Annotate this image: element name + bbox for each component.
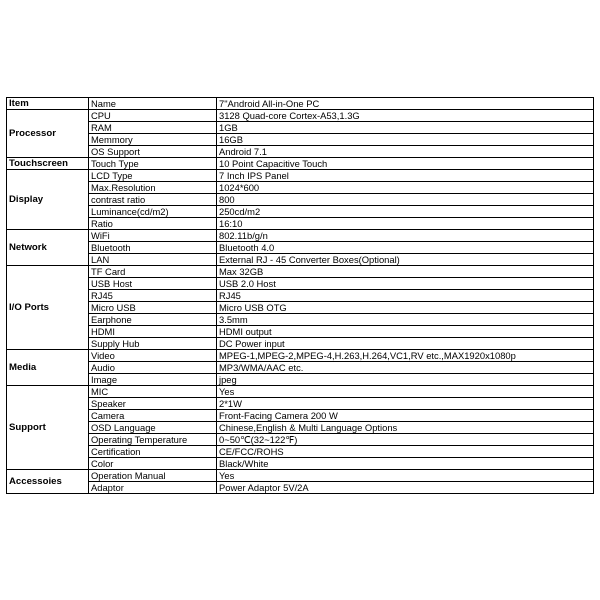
spec-value-cell: Front-Facing Camera 200 W bbox=[217, 410, 594, 422]
spec-name-cell: Camera bbox=[89, 410, 217, 422]
spec-name-cell: Certification bbox=[89, 446, 217, 458]
spec-value-cell: Black/White bbox=[217, 458, 594, 470]
spec-value-cell: External RJ - 45 Converter Boxes(Optional) bbox=[217, 254, 594, 266]
spec-name-cell: RJ45 bbox=[89, 290, 217, 302]
spec-name-cell: Micro USB bbox=[89, 302, 217, 314]
spec-value-cell: Power Adaptor 5V/2A bbox=[217, 482, 594, 494]
spec-value-cell: Chinese,English & Multi Language Options bbox=[217, 422, 594, 434]
spec-name-cell: Ratio bbox=[89, 218, 217, 230]
spec-name-cell: RAM bbox=[89, 122, 217, 134]
spec-row bbox=[7, 290, 594, 302]
spec-row bbox=[7, 362, 594, 374]
spec-row bbox=[7, 482, 594, 494]
spec-name-cell: Touch Type bbox=[89, 158, 217, 170]
category-cell: Support bbox=[7, 386, 89, 470]
spec-name-cell: Memmory bbox=[89, 134, 217, 146]
spec-name-cell: CPU bbox=[89, 110, 217, 122]
category-cell: Touchscreen bbox=[7, 158, 89, 170]
spec-row bbox=[7, 386, 594, 398]
spec-row bbox=[7, 302, 594, 314]
spec-value-cell: Yes bbox=[217, 470, 594, 482]
spec-row bbox=[7, 314, 594, 326]
spec-name-cell: TF Card bbox=[89, 266, 217, 278]
spec-name-cell: MIC bbox=[89, 386, 217, 398]
spec-row bbox=[7, 146, 594, 158]
spec-row bbox=[7, 254, 594, 266]
spec-row bbox=[7, 374, 594, 386]
spec-value-cell: 1GB bbox=[217, 122, 594, 134]
spec-row bbox=[7, 446, 594, 458]
spec-value-cell: DC Power input bbox=[217, 338, 594, 350]
spec-value-cell: MP3/WMA/AAC etc. bbox=[217, 362, 594, 374]
spec-name-cell: Image bbox=[89, 374, 217, 386]
spec-name-cell: Speaker bbox=[89, 398, 217, 410]
spec-row bbox=[7, 110, 594, 122]
header-name-cell: Name bbox=[89, 98, 217, 110]
spec-value-cell: Android 7.1 bbox=[217, 146, 594, 158]
spec-name-cell: Operation Manual bbox=[89, 470, 217, 482]
spec-value-cell: HDMI output bbox=[217, 326, 594, 338]
spec-name-cell: USB Host bbox=[89, 278, 217, 290]
spec-value-cell: 800 bbox=[217, 194, 594, 206]
spec-value-cell: USB 2.0 Host bbox=[217, 278, 594, 290]
spec-value-cell: jpeg bbox=[217, 374, 594, 386]
spec-row bbox=[7, 242, 594, 254]
spec-value-cell: 10 Point Capacitive Touch bbox=[217, 158, 594, 170]
category-cell: Display bbox=[7, 170, 89, 230]
spec-row bbox=[7, 266, 594, 278]
spec-value-cell: 0~50℃(32~122℉) bbox=[217, 434, 594, 446]
spec-row bbox=[7, 134, 594, 146]
spec-name-cell: LAN bbox=[89, 254, 217, 266]
spec-table-body bbox=[7, 98, 594, 494]
spec-value-cell: Max 32GB bbox=[217, 266, 594, 278]
spec-name-cell: Video bbox=[89, 350, 217, 362]
spec-row bbox=[7, 398, 594, 410]
spec-value-cell: 802.11b/g/n bbox=[217, 230, 594, 242]
header-row bbox=[7, 98, 594, 110]
spec-name-cell: Audio bbox=[89, 362, 217, 374]
spec-table bbox=[6, 97, 594, 494]
spec-name-cell: LCD Type bbox=[89, 170, 217, 182]
spec-value-cell: 16GB bbox=[217, 134, 594, 146]
spec-name-cell: OSD Language bbox=[89, 422, 217, 434]
spec-name-cell: contrast ratio bbox=[89, 194, 217, 206]
spec-value-cell: 2*1W bbox=[217, 398, 594, 410]
header-value-cell: 7"Android All-in-One PC bbox=[217, 98, 594, 110]
spec-row bbox=[7, 230, 594, 242]
spec-value-cell: RJ45 bbox=[217, 290, 594, 302]
spec-value-cell: 3.5mm bbox=[217, 314, 594, 326]
spec-value-cell: Yes bbox=[217, 386, 594, 398]
spec-row bbox=[7, 326, 594, 338]
spec-name-cell: Adaptor bbox=[89, 482, 217, 494]
spec-value-cell: 250cd/m2 bbox=[217, 206, 594, 218]
spec-row bbox=[7, 278, 594, 290]
header-category-cell: Item bbox=[7, 98, 89, 110]
spec-value-cell: 16:10 bbox=[217, 218, 594, 230]
spec-name-cell: OS Support bbox=[89, 146, 217, 158]
spec-row bbox=[7, 158, 594, 170]
category-cell: I/O Ports bbox=[7, 266, 89, 350]
spec-value-cell: 7 Inch IPS Panel bbox=[217, 170, 594, 182]
spec-row bbox=[7, 182, 594, 194]
spec-row bbox=[7, 350, 594, 362]
spec-name-cell: HDMI bbox=[89, 326, 217, 338]
category-cell: Network bbox=[7, 230, 89, 266]
spec-name-cell: Bluetooth bbox=[89, 242, 217, 254]
spec-row bbox=[7, 122, 594, 134]
spec-name-cell: Earphone bbox=[89, 314, 217, 326]
spec-name-cell: Supply Hub bbox=[89, 338, 217, 350]
spec-row bbox=[7, 422, 594, 434]
spec-name-cell: Color bbox=[89, 458, 217, 470]
spec-value-cell: CE/FCC/ROHS bbox=[217, 446, 594, 458]
spec-row bbox=[7, 470, 594, 482]
spec-row bbox=[7, 194, 594, 206]
category-cell: Accessoies bbox=[7, 470, 89, 494]
spec-value-cell: Bluetooth 4.0 bbox=[217, 242, 594, 254]
spec-value-cell: 1024*600 bbox=[217, 182, 594, 194]
category-cell: Processor bbox=[7, 110, 89, 158]
spec-row bbox=[7, 338, 594, 350]
spec-value-cell: Micro USB OTG bbox=[217, 302, 594, 314]
spec-row bbox=[7, 218, 594, 230]
spec-row bbox=[7, 206, 594, 218]
spec-row bbox=[7, 410, 594, 422]
spec-row bbox=[7, 170, 594, 182]
spec-name-cell: WiFi bbox=[89, 230, 217, 242]
spec-name-cell: Luminance(cd/m2) bbox=[89, 206, 217, 218]
spec-name-cell: Operating Temperature bbox=[89, 434, 217, 446]
spec-name-cell: Max.Resolution bbox=[89, 182, 217, 194]
spec-value-cell: MPEG-1,MPEG-2,MPEG-4,H.263,H.264,VC1,RV etc.,MAX1920x1080p bbox=[217, 350, 594, 362]
spec-row bbox=[7, 434, 594, 446]
spec-value-cell: 3128 Quad-core Cortex-A53,1.3G bbox=[217, 110, 594, 122]
spec-row bbox=[7, 458, 594, 470]
category-cell: Media bbox=[7, 350, 89, 386]
